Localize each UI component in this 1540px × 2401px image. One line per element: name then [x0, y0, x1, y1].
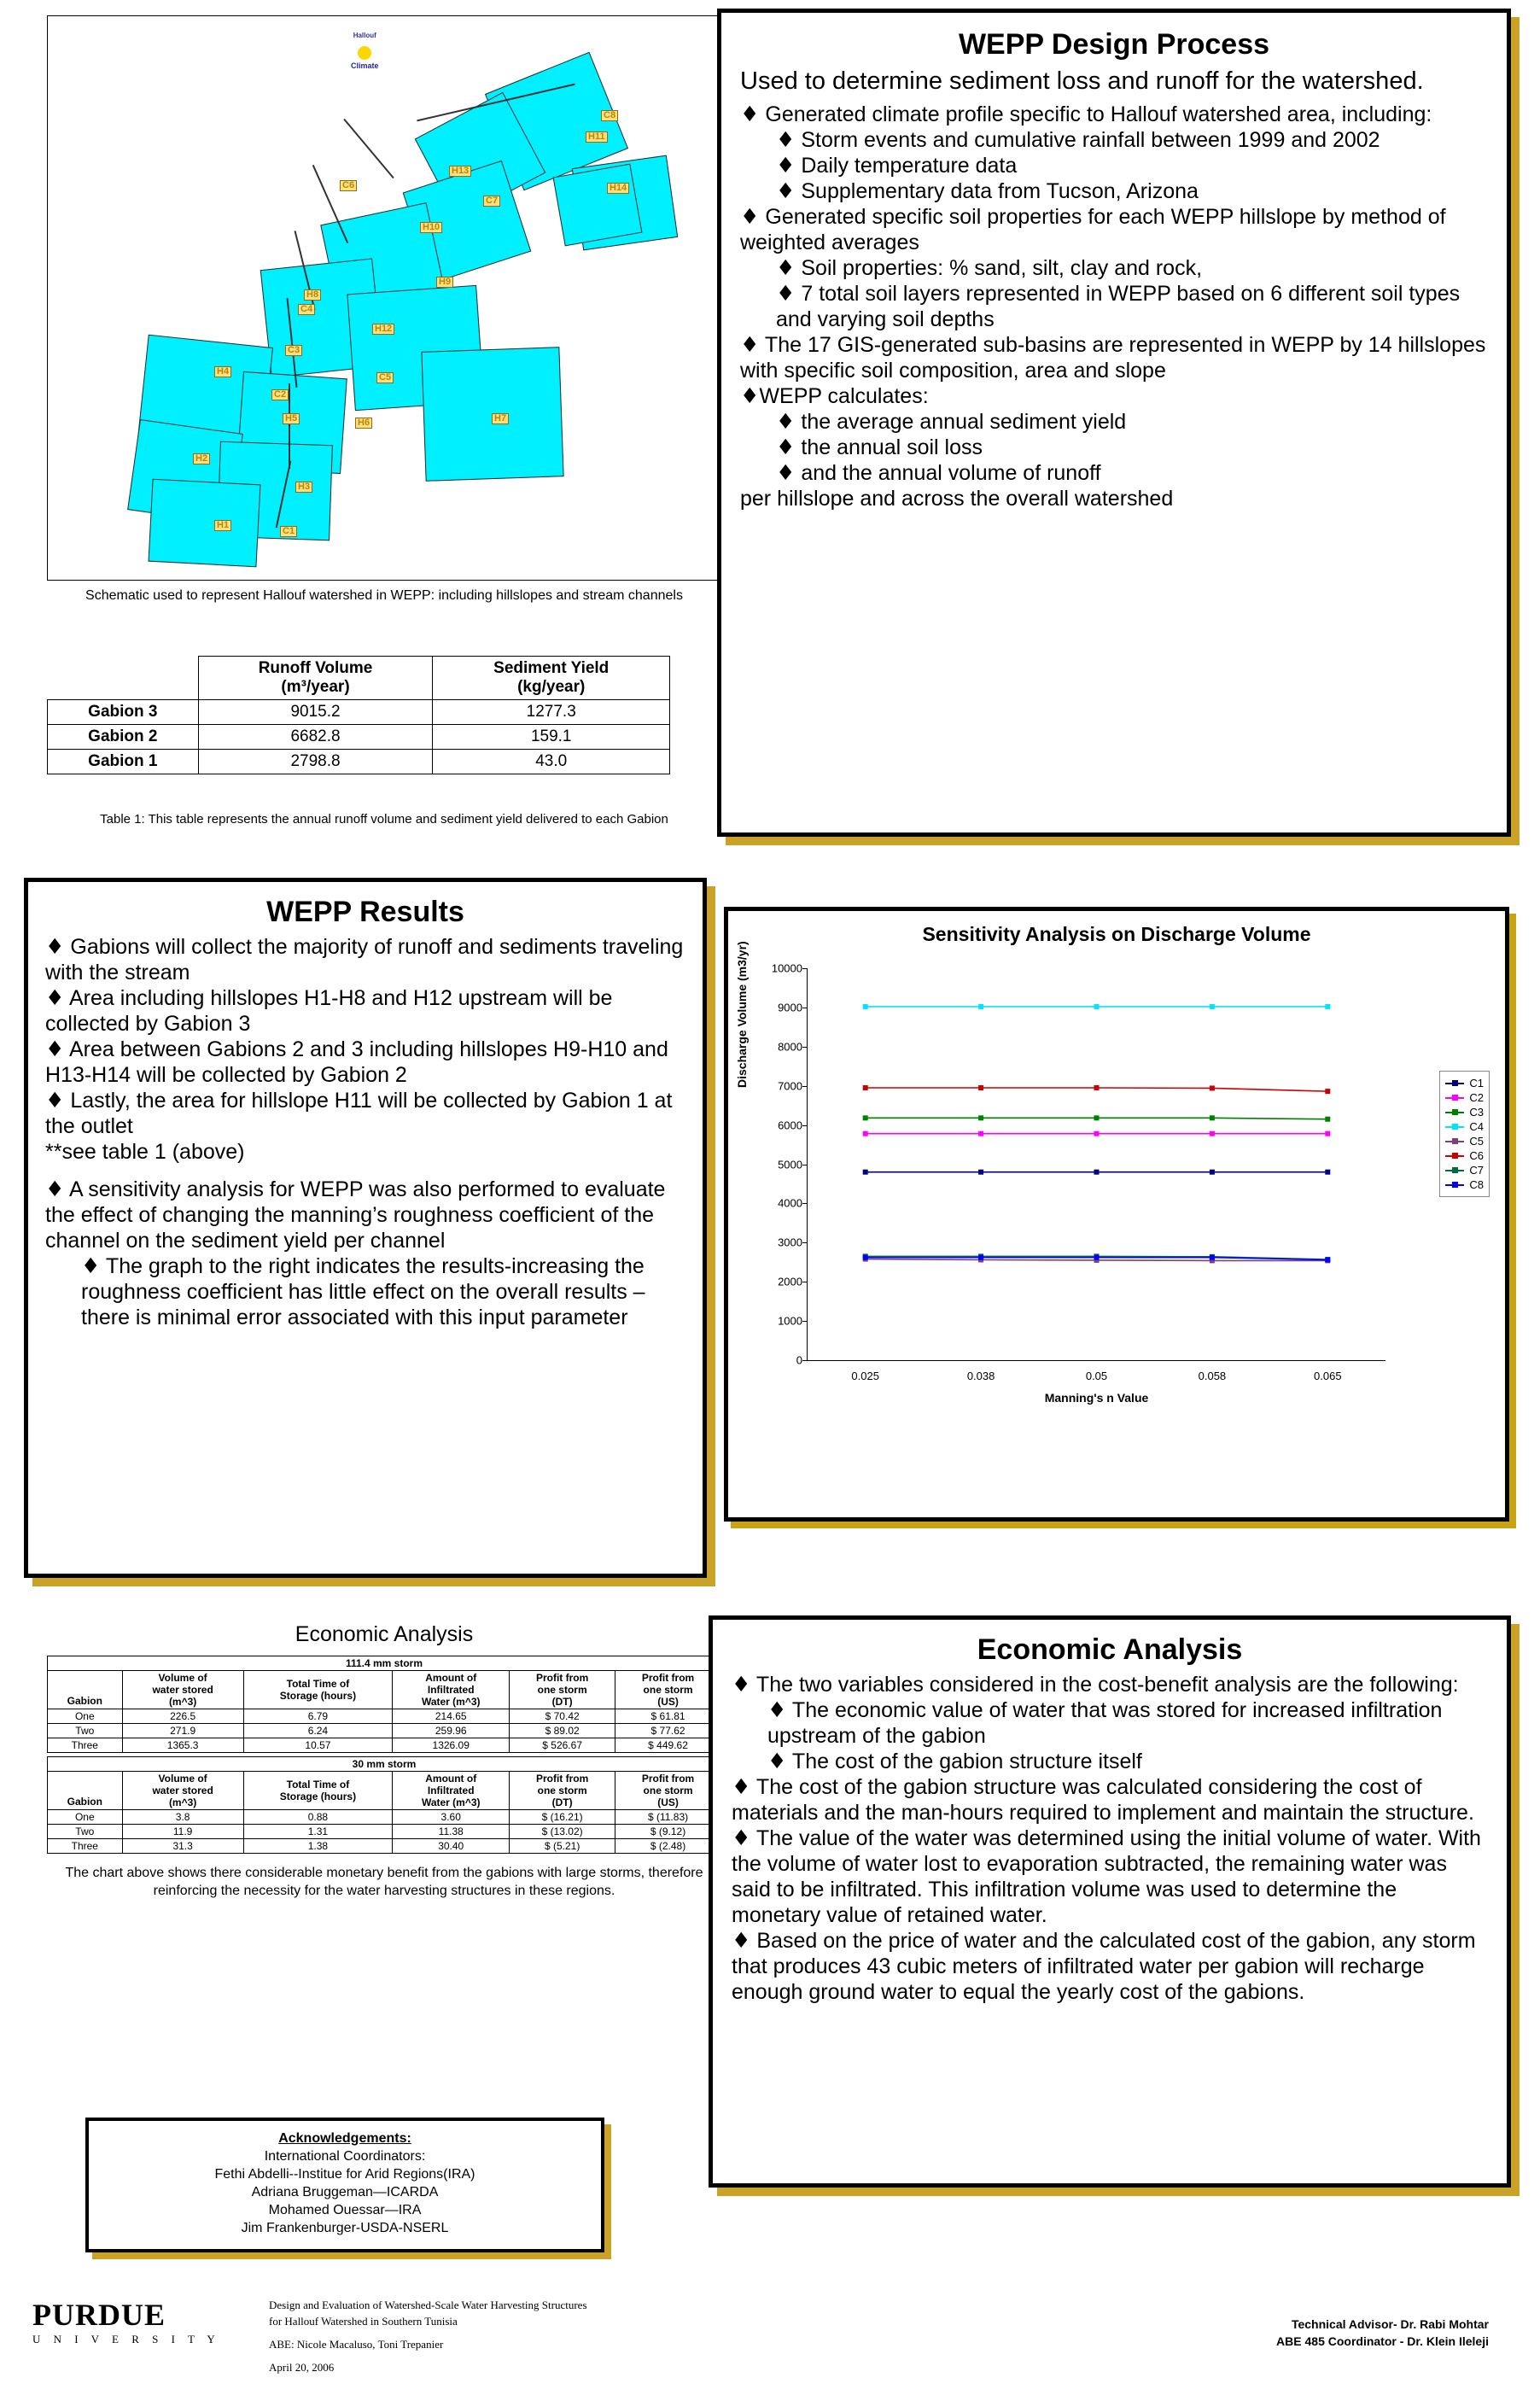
- bullet-text: The two variables considered in the cost-benefit analysis are the following:: [755, 1673, 1459, 1697]
- col-time: Total Time of Storage (hours): [243, 1772, 393, 1810]
- econ-text-panel: [709, 1615, 1511, 2188]
- project-line: April 20, 2006: [269, 2361, 335, 2374]
- chart-ytick: 10000: [771, 961, 802, 975]
- chart-ytick: 9000: [778, 1001, 802, 1014]
- bullet-text: The cost of the gabion structure was calculated considering the cost of materials and the man-hours required to implement and maintain the structure.: [732, 1775, 1474, 1825]
- bullet-text: The value of the water was determined using the initial volume of water. With the volume of water lost to evaporation subtracted, the remaining water was said to be infiltrated. This infiltration volume was used to determine the monetary value of retained water.: [732, 1826, 1481, 1927]
- project-info: [269, 2297, 587, 2375]
- climate-label: Climate: [351, 61, 379, 70]
- sensitivity-chart-panel: [724, 907, 1509, 1522]
- advisor-line: ABE 485 Coordinator - Dr. Klein Ileleji: [1276, 2334, 1489, 2348]
- hillslope-label: H9: [436, 277, 453, 288]
- chart-plot-area: [728, 941, 1505, 1412]
- table1-header-runoff: Runoff Volume (m³/year): [198, 657, 433, 700]
- wepp-design-closing: per hillslope and across the overall watershed: [740, 487, 1174, 511]
- schematic-caption: Schematic used to represent Hallouf watershed in WEPP: including hillslopes and stream channels: [85, 588, 683, 603]
- bullet-text: The 17 GIS-generated sub-basins are represented in WEPP by 14 hillslopes with specific soil composition, area and slope: [740, 333, 1486, 383]
- chart-title: Sensitivity Analysis on Discharge Volume: [922, 923, 1311, 945]
- bullet-text: Soil properties: % sand, silt, clay and rock,: [801, 256, 1203, 280]
- hillslope-label: H8: [304, 289, 321, 301]
- wepp-design-title: WEPP Design Process: [958, 28, 1270, 61]
- hillslope-label: H13: [449, 166, 471, 177]
- wepp-design-body: ♦ Generated climate profile specific to Hallouf watershed area, including: ♦ Storm events and cumulative rainfall between 1999 and 2002 ♦ Daily temperature data ♦ Supplementary data from Tucson, Arizona ♦ Generated specific soil properties for each WEPP hillslope by method of weighted averages ♦ Soil properties: % sand, silt, clay and rock, ♦ 7 total soil layers represented in WEPP based on 6 different soil types and varying soil depths ♦ The 17 GIS-generated sub-basins are represented in WEPP by 14 hillslopes with specific soil composition, area and slope ♦WEPP calculates: ♦ the average annual sediment yield ♦ the annual soil loss ♦ and the annual volume of runoff per hillslope and across the overall watershed: [740, 102, 1488, 511]
- table-row: Gabion 1 2798.8 43.0: [48, 750, 670, 774]
- channel-label: C2: [271, 389, 289, 400]
- table-row: Three 31.3 1.38 30.40 $ (5.21) $ (2.48): [48, 1839, 721, 1854]
- table-header-row: [48, 1671, 721, 1709]
- ack-line: Fethi Abdelli--Institue for Arid Regions(IRA): [214, 2167, 475, 2182]
- econ-tables-caption: The chart above shows there considerable monetary benefit from the gabions with large storms, therefore reinforcing the necessity for the water harvesting structures in these regions.: [65, 1866, 703, 1898]
- hillslope-label: H3: [295, 482, 312, 493]
- project-line: ABE: Nicole Macaluso, Toni Trepanier: [269, 2338, 444, 2351]
- hillslope-label: H11: [586, 131, 608, 143]
- hillslope-label: H10: [420, 222, 442, 233]
- channel-label: C1: [280, 526, 297, 537]
- advisor-info: [1276, 2316, 1489, 2350]
- hillslope-label: H4: [214, 366, 231, 377]
- bullet-text: Storm events and cumulative rainfall between 1999 and 2002: [801, 128, 1380, 152]
- wepp-results-body: ♦ Gabions will collect the majority of runoff and sediments traveling with the stream ♦ Area including hillslopes H1-H8 and H12 upstream will be collected by Gabion 3 ♦ Area between Gabions 2 and 3 including hillslopes H9-H10 and H13-H14 will be collected by Gabion 2 ♦ Lastly, the area for hillslope H11 will be collected by Gabion 1 at the outlet **see table 1 (above) ♦ A sensitivity analysis for WEPP was also performed to evaluate the effect of changing the manning’s roughness coefficient of the channel on the sediment yield per channel ♦ The graph to the right indicates the results-increasing the roughness coefficient has little effect on the overall results – there is minimal error associated with this input parameter: [45, 934, 685, 1330]
- wepp-results-panel: [24, 878, 707, 1578]
- col-profit-dt: Profit from one storm (DT): [510, 1671, 615, 1709]
- legend-item: C3: [1445, 1106, 1484, 1119]
- bullet-text: the annual soil loss: [801, 435, 983, 459]
- channel-label: C5: [376, 372, 394, 383]
- storm1-label: 111.4 mm storm: [48, 1656, 721, 1671]
- ack-line: Adriana Bruggeman—ICARDA: [251, 2185, 439, 2199]
- bullet-text: Lastly, the area for hillslope H11 will be collected by Gabion 1 at the outlet: [45, 1089, 673, 1138]
- col-gabion: Gabion: [48, 1671, 123, 1709]
- legend-item: C5: [1445, 1135, 1484, 1148]
- bullet-text: The cost of the gabion structure itself: [791, 1750, 1142, 1773]
- table-row: One 226.5 6.79 214.65 $ 70.42 $ 61.81: [48, 1709, 721, 1724]
- chart-ytick: 3000: [778, 1236, 802, 1249]
- chart-xtick: 0.025: [851, 1370, 879, 1382]
- chart-canvas: [771, 961, 1385, 1405]
- chart-ytick: 4000: [778, 1196, 802, 1210]
- bullet-text: The graph to the right indicates the results-increasing the roughness coefficient has little effect on the overall results – there is minimal error associated with this input parameter: [81, 1254, 645, 1329]
- advisor-line: Technical Advisor- Dr. Rabi Mohtar: [1291, 2317, 1489, 2331]
- chart-xtick: 0.065: [1314, 1370, 1342, 1382]
- bullet-text: Area including hillslopes H1-H8 and H12 upstream will be collected by Gabion 3: [45, 986, 613, 1036]
- bullet-text: A sensitivity analysis for WEPP was also performed to evaluate the effect of changing the manning’s roughness coefficient of the channel on the sediment yield per channel: [45, 1177, 666, 1253]
- chart-ytick: 5000: [778, 1158, 802, 1171]
- bullet-text: Area between Gabions 2 and 3 including hillslopes H9-H10 and H13-H14 will be collected by Gabion 2: [45, 1037, 668, 1087]
- hillslope-label: H12: [372, 324, 394, 335]
- bullet-text: Based on the price of water and the calculated cost of the gabion, any storm that produces 43 cubic meters of infiltrated water per gabion will recharge enough ground water to equal the yearly cost of the gabions.: [732, 1929, 1476, 2004]
- hillslope-label: H5: [283, 413, 300, 424]
- channel-label: C3: [285, 345, 302, 356]
- purdue-university-label: U N I V E R S I T Y: [32, 2333, 220, 2346]
- table-row: One 3.8 0.88 3.60 $ (16.21) $ (11.83): [48, 1810, 721, 1825]
- bullet-text: and the annual volume of runoff: [801, 461, 1101, 485]
- wepp-results-note: **see table 1 (above): [45, 1140, 245, 1164]
- table-row: Two 11.9 1.31 11.38 $ (13.02) $ (9.12): [48, 1825, 721, 1839]
- chart-xlabel: Manning's n Value: [1044, 1391, 1149, 1405]
- storm2-label: 30 mm storm: [48, 1757, 721, 1772]
- chart-ytick: 2000: [778, 1275, 802, 1288]
- channel-label: C6: [340, 180, 357, 191]
- table1-caption: Table 1: This table represents the annual runoff volume and sediment yield delivered to each Gabion: [100, 812, 668, 827]
- bullet-text: Supplementary data from Tucson, Arizona: [801, 179, 1199, 203]
- storm-label-row: [48, 1757, 721, 1772]
- econ-text-body: ♦ The two variables considered in the cost-benefit analysis are the following: ♦ The economic value of water that was stored for increased infiltration upstream of the gabion ♦ The cost of the gabion structure itself ♦ The cost of the gabion structure was calculated considering the cost of materials and the man-hours required to implement and maintain the structure. ♦ The value of the water was determined using the initial volume of water. With the volume of water lost to evaporation subtracted, the remaining water was said to be infiltrated. This infiltration volume was used to determine the monetary value of retained water. ♦ Based on the price of water and the calculated cost of the gabion, any storm that produces 43 cubic meters of infiltrated water per gabion will recharge enough ground water to equal the yearly cost of the gabions.: [732, 1672, 1481, 2004]
- legend-item: C6: [1445, 1149, 1484, 1162]
- chart-legend: [1439, 1071, 1490, 1197]
- hillslope-label: H14: [607, 183, 629, 194]
- channel-label: C4: [298, 304, 315, 315]
- bullet-text: WEPP calculates:: [759, 384, 929, 408]
- col-infiltrated: Amount of Infiltrated Water (m^3): [393, 1671, 510, 1709]
- hillslope-label: H2: [193, 453, 210, 464]
- bullet-text: 7 total soil layers represented in WEPP based on 6 different soil types and varying soil depths: [776, 282, 1461, 331]
- col-profit-us: Profit from one storm (US): [615, 1772, 721, 1810]
- wepp-results-title: WEPP Results: [266, 896, 464, 928]
- col-volume: Volume of water stored (m^3): [122, 1772, 243, 1810]
- chart-xtick: 0.05: [1085, 1370, 1108, 1382]
- hillslope-label: H7: [492, 413, 509, 424]
- climate-icon: Hallouf Climate: [351, 32, 379, 70]
- chart-ytick: 0: [796, 1353, 802, 1367]
- bullet-text: Generated climate profile specific to Hallouf watershed area, including:: [765, 102, 1432, 126]
- col-profit-us: Profit from one storm (US): [615, 1671, 721, 1709]
- legend-item: C7: [1445, 1164, 1484, 1177]
- ack-line: Mohamed Ouessar—IRA: [268, 2203, 422, 2217]
- wepp-design-panel: [717, 9, 1511, 837]
- bullet-text: Daily temperature data: [801, 154, 1018, 178]
- hillslope-label: H6: [355, 418, 372, 429]
- econ-text-title: Economic Analysis: [977, 1633, 1243, 1666]
- channel-label: C8: [601, 110, 618, 121]
- table-row: Gabion 2 6682.8 159.1: [48, 725, 670, 750]
- chart-xtick: 0.058: [1198, 1370, 1227, 1382]
- econ-tables-block: [47, 1622, 721, 1900]
- econ-table-storm1: [47, 1656, 721, 1753]
- chart-ytick: 1000: [778, 1314, 802, 1328]
- table-header-row: [48, 1772, 721, 1810]
- col-volume: Volume of water stored (m^3): [122, 1671, 243, 1709]
- bullet-text: the average annual sediment yield: [801, 410, 1127, 434]
- bullet-text: Gabions will collect the majority of runoff and sediments traveling with the stream: [45, 935, 684, 984]
- chart-ylabel: Discharge Volume (m3/yr): [735, 941, 749, 1088]
- legend-item: C8: [1445, 1178, 1484, 1191]
- purdue-wordmark: PURDUE: [32, 2298, 166, 2332]
- ack-line: Jim Frankenburger-USDA-NSERL: [241, 2221, 449, 2235]
- ack-line: International Coordinators:: [264, 2149, 426, 2164]
- table1: [47, 656, 670, 774]
- ack-title: Acknowledgements:: [278, 2131, 411, 2146]
- legend-item: C4: [1445, 1120, 1484, 1133]
- bullet-text: Generated specific soil properties for each WEPP hillslope by method of weighted averages: [740, 205, 1446, 254]
- wepp-design-subtitle: Used to determine sediment loss and runoff for the watershed.: [740, 67, 1424, 95]
- table-header-row: [48, 657, 670, 700]
- table-row: Gabion 3 9015.2 1277.3: [48, 700, 670, 725]
- purdue-logo: [32, 2297, 220, 2346]
- chart-ytick: 8000: [778, 1040, 802, 1054]
- storm-label-row: [48, 1656, 721, 1671]
- project-line: for Hallouf Watershed in Southern Tunisia: [269, 2315, 458, 2328]
- table-row: Two 271.9 6.24 259.96 $ 89.02 $ 77.62: [48, 1724, 721, 1738]
- chart-ytick: 7000: [778, 1079, 802, 1093]
- legend-item: C1: [1445, 1077, 1484, 1090]
- hillslope-label: H1: [214, 520, 231, 531]
- project-line: Design and Evaluation of Watershed-Scale Water Harvesting Structures: [269, 2299, 587, 2311]
- col-time: Total Time of Storage (hours): [243, 1671, 393, 1709]
- econ-table-storm2: [47, 1756, 721, 1854]
- table-row: Three 1365.3 10.57 1326.09 $ 526.67 $ 449.62: [48, 1738, 721, 1753]
- chart-xtick: 0.038: [966, 1370, 995, 1382]
- acknowledgements-box: [85, 2118, 604, 2252]
- col-profit-dt: Profit from one storm (DT): [510, 1772, 615, 1810]
- watershed-schematic: [47, 15, 723, 581]
- col-gabion: Gabion: [48, 1772, 123, 1810]
- legend-item: C2: [1445, 1091, 1484, 1104]
- table1-header-sediment: Sediment Yield (kg/year): [433, 657, 670, 700]
- chart-ytick: 6000: [778, 1119, 802, 1132]
- econ-tables-title: Economic Analysis: [295, 1622, 474, 1646]
- col-infiltrated: Amount of Infiltrated Water (m^3): [393, 1772, 510, 1810]
- bullet-text: The economic value of water that was stored for increased infiltration upstream of the gabion: [767, 1698, 1443, 1748]
- channel-label: C7: [483, 196, 500, 207]
